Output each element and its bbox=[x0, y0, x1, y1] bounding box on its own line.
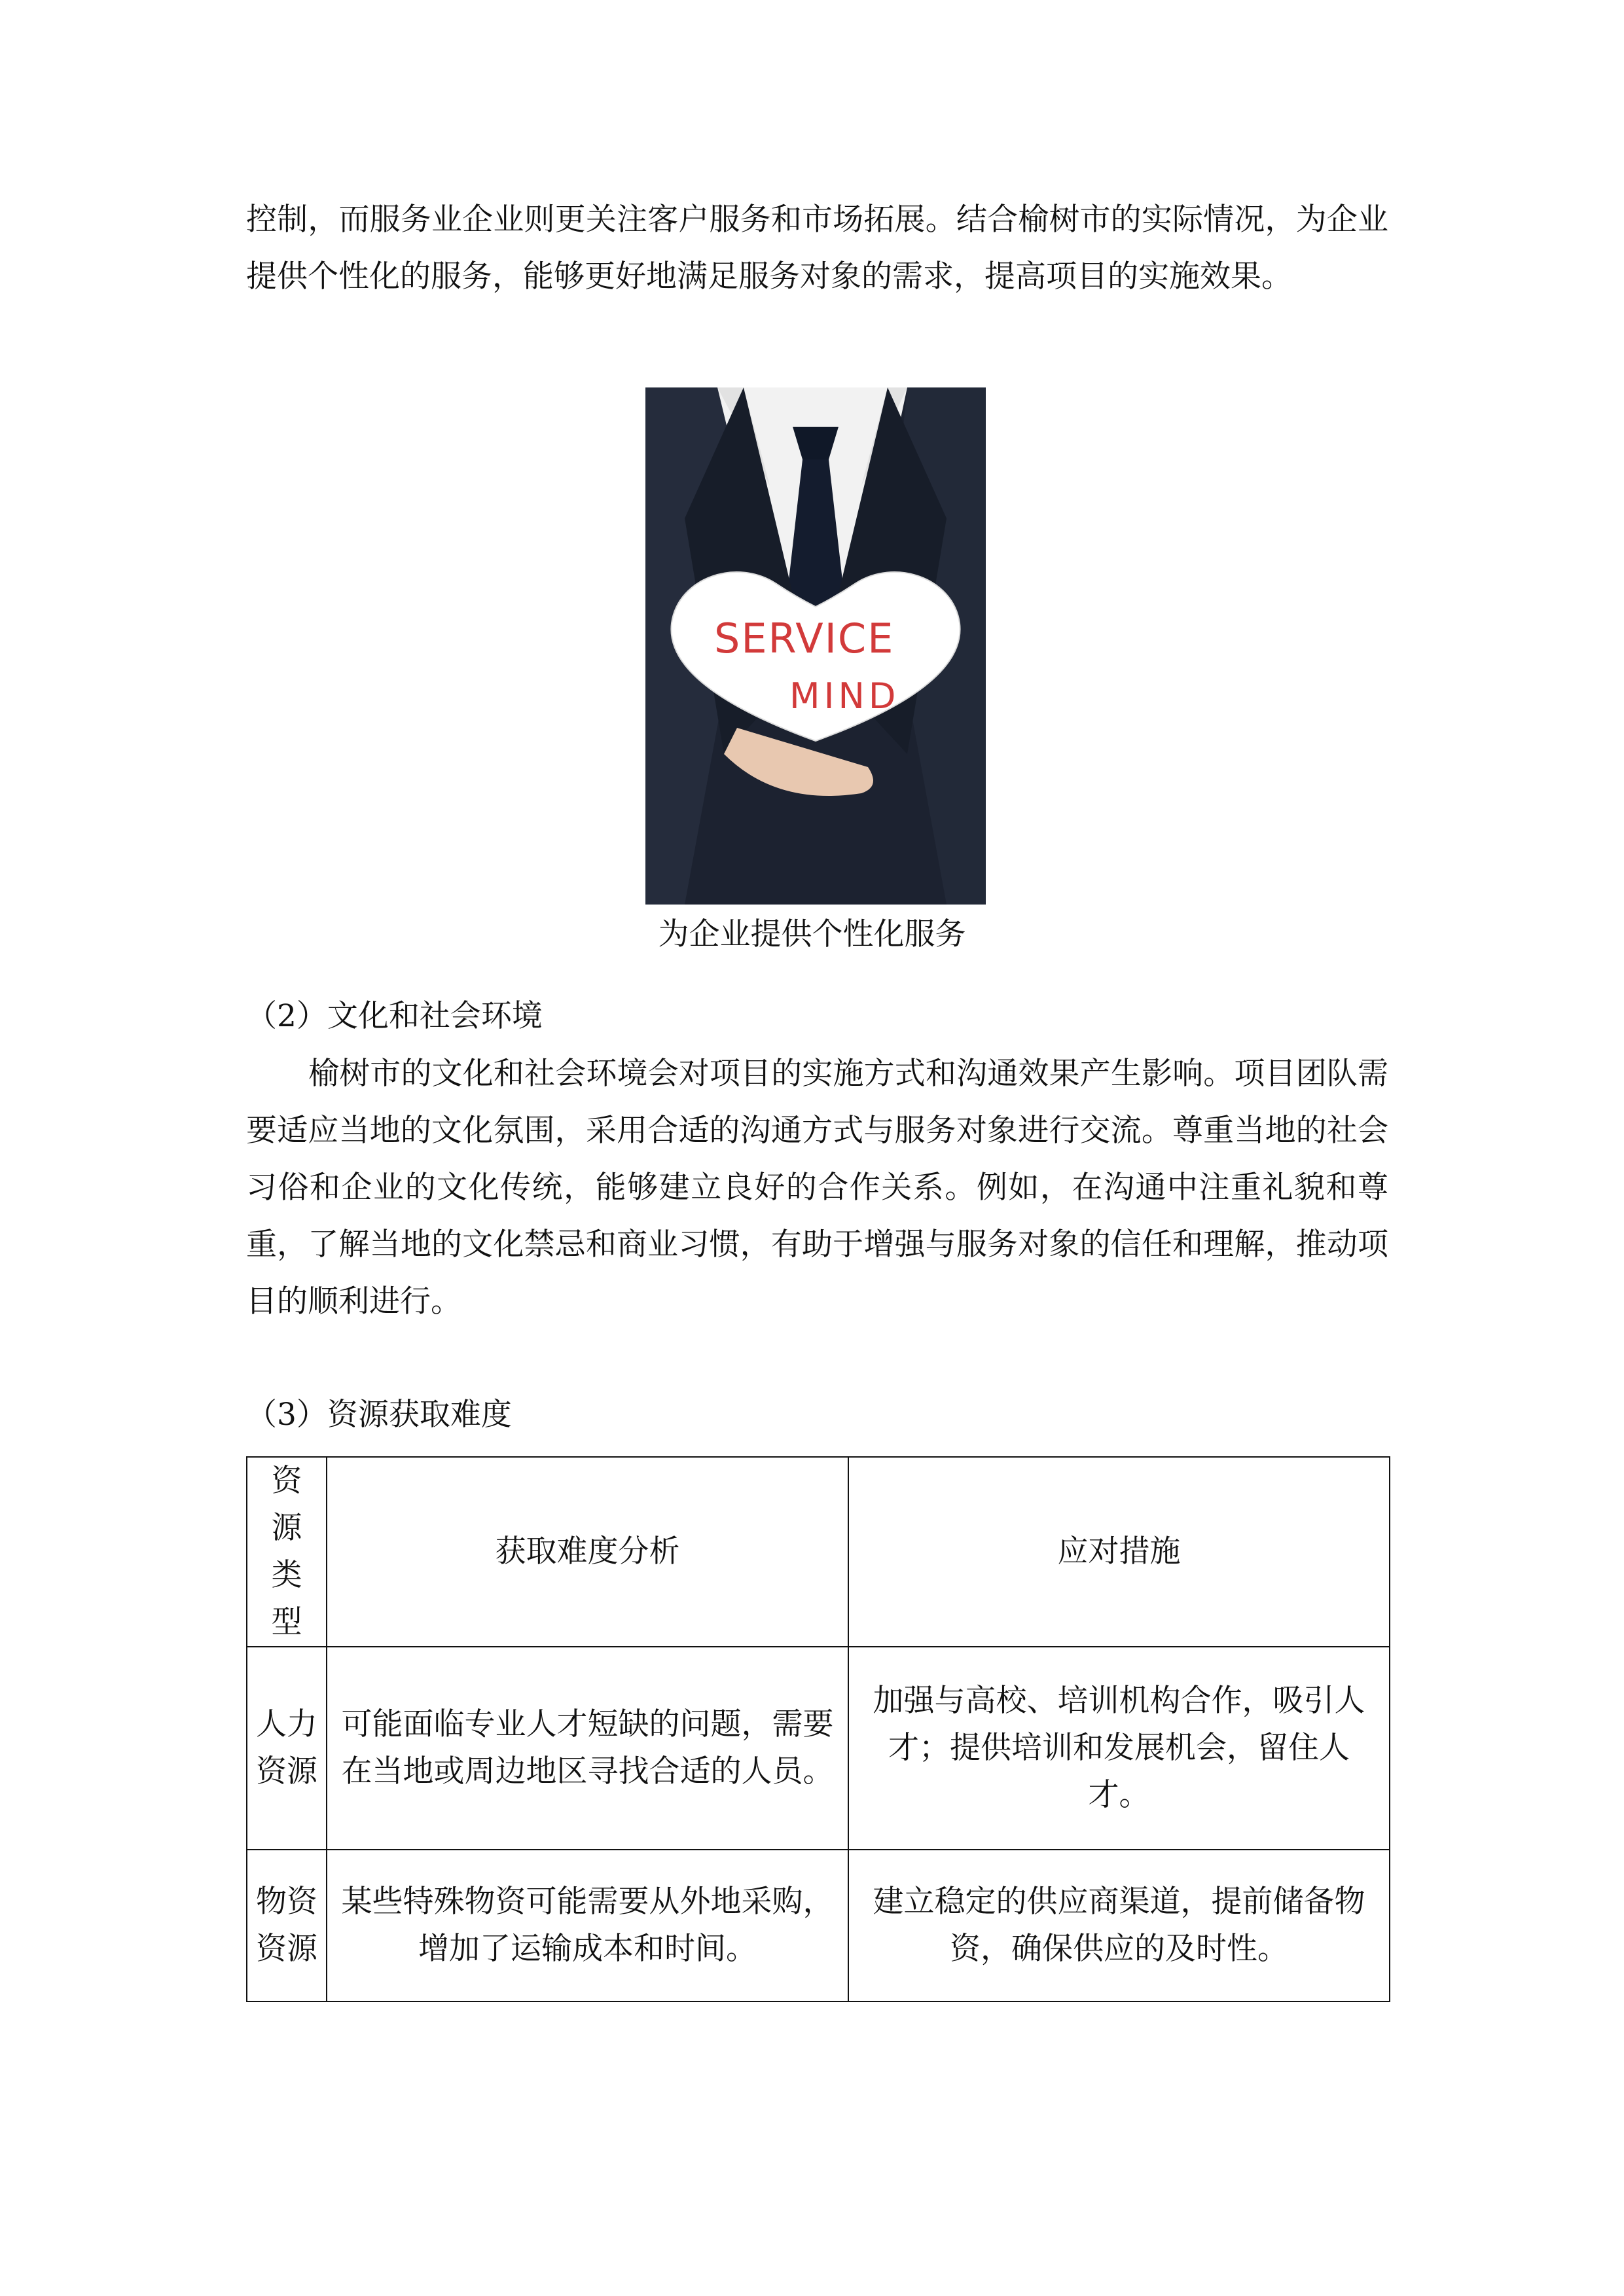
service-mind-image bbox=[645, 387, 986, 905]
paragraph-intro: 控制，而服务业企业则更关注客户服务和市场拓展。结合榆树市的实际情况，为企业提供个性化的服务，能够更好地满足服务对象的需求，提高项目的实施效果。 bbox=[246, 202, 1388, 295]
table-cell: 人力资源 bbox=[247, 1647, 327, 1850]
paragraph-culture: 榆树市的文化和社会环境会对项目的实施方式和沟通效果产生影响。项目团队需要适应当地的文化氛围，采用合适的沟通方式与服务对象进行交流。尊重当地的社会习俗和企业的文化传统，能够建立良好的合作关系。例如，在沟通中注重礼貌和尊重，了解当地的文化禁忌和商业习惯，有助于增强与服务对象的信任和理解，推动项目的顺利进行。 bbox=[246, 1056, 1388, 1319]
table-header-cell: 获取难度分析 bbox=[327, 1457, 848, 1647]
resource-table bbox=[246, 1456, 1390, 2002]
table-header-cell: 资源类型 bbox=[247, 1457, 327, 1647]
section-heading-2: （2）文化和社会环境 bbox=[246, 998, 543, 1034]
table-cell: 某些特殊物资可能需要从外地采购，增加了运输成本和时间。 bbox=[327, 1850, 848, 2001]
table-header-row bbox=[247, 1457, 1390, 1647]
table-cell: 可能面临专业人才短缺的问题，需要在当地或周边地区寻找合适的人员。 bbox=[327, 1647, 848, 1850]
table-cell: 加强与高校、培训机构合作，吸引人才；提供培训和发展机会，留住人才。 bbox=[848, 1647, 1390, 1850]
section-heading-3: （3）资源获取难度 bbox=[246, 1397, 512, 1433]
heart-mind-text: MIND bbox=[789, 675, 900, 717]
table-row bbox=[247, 1850, 1390, 2001]
heart-service-text: SERVICE bbox=[714, 615, 895, 662]
table-cell: 建立稳定的供应商渠道，提前储备物资，确保供应的及时性。 bbox=[848, 1850, 1390, 2001]
figure-caption: 为企业提供个性化服务 bbox=[658, 916, 966, 952]
table-row bbox=[247, 1647, 1390, 1850]
table-header-cell: 应对措施 bbox=[848, 1457, 1390, 1647]
table-cell: 物资资源 bbox=[247, 1850, 327, 2001]
